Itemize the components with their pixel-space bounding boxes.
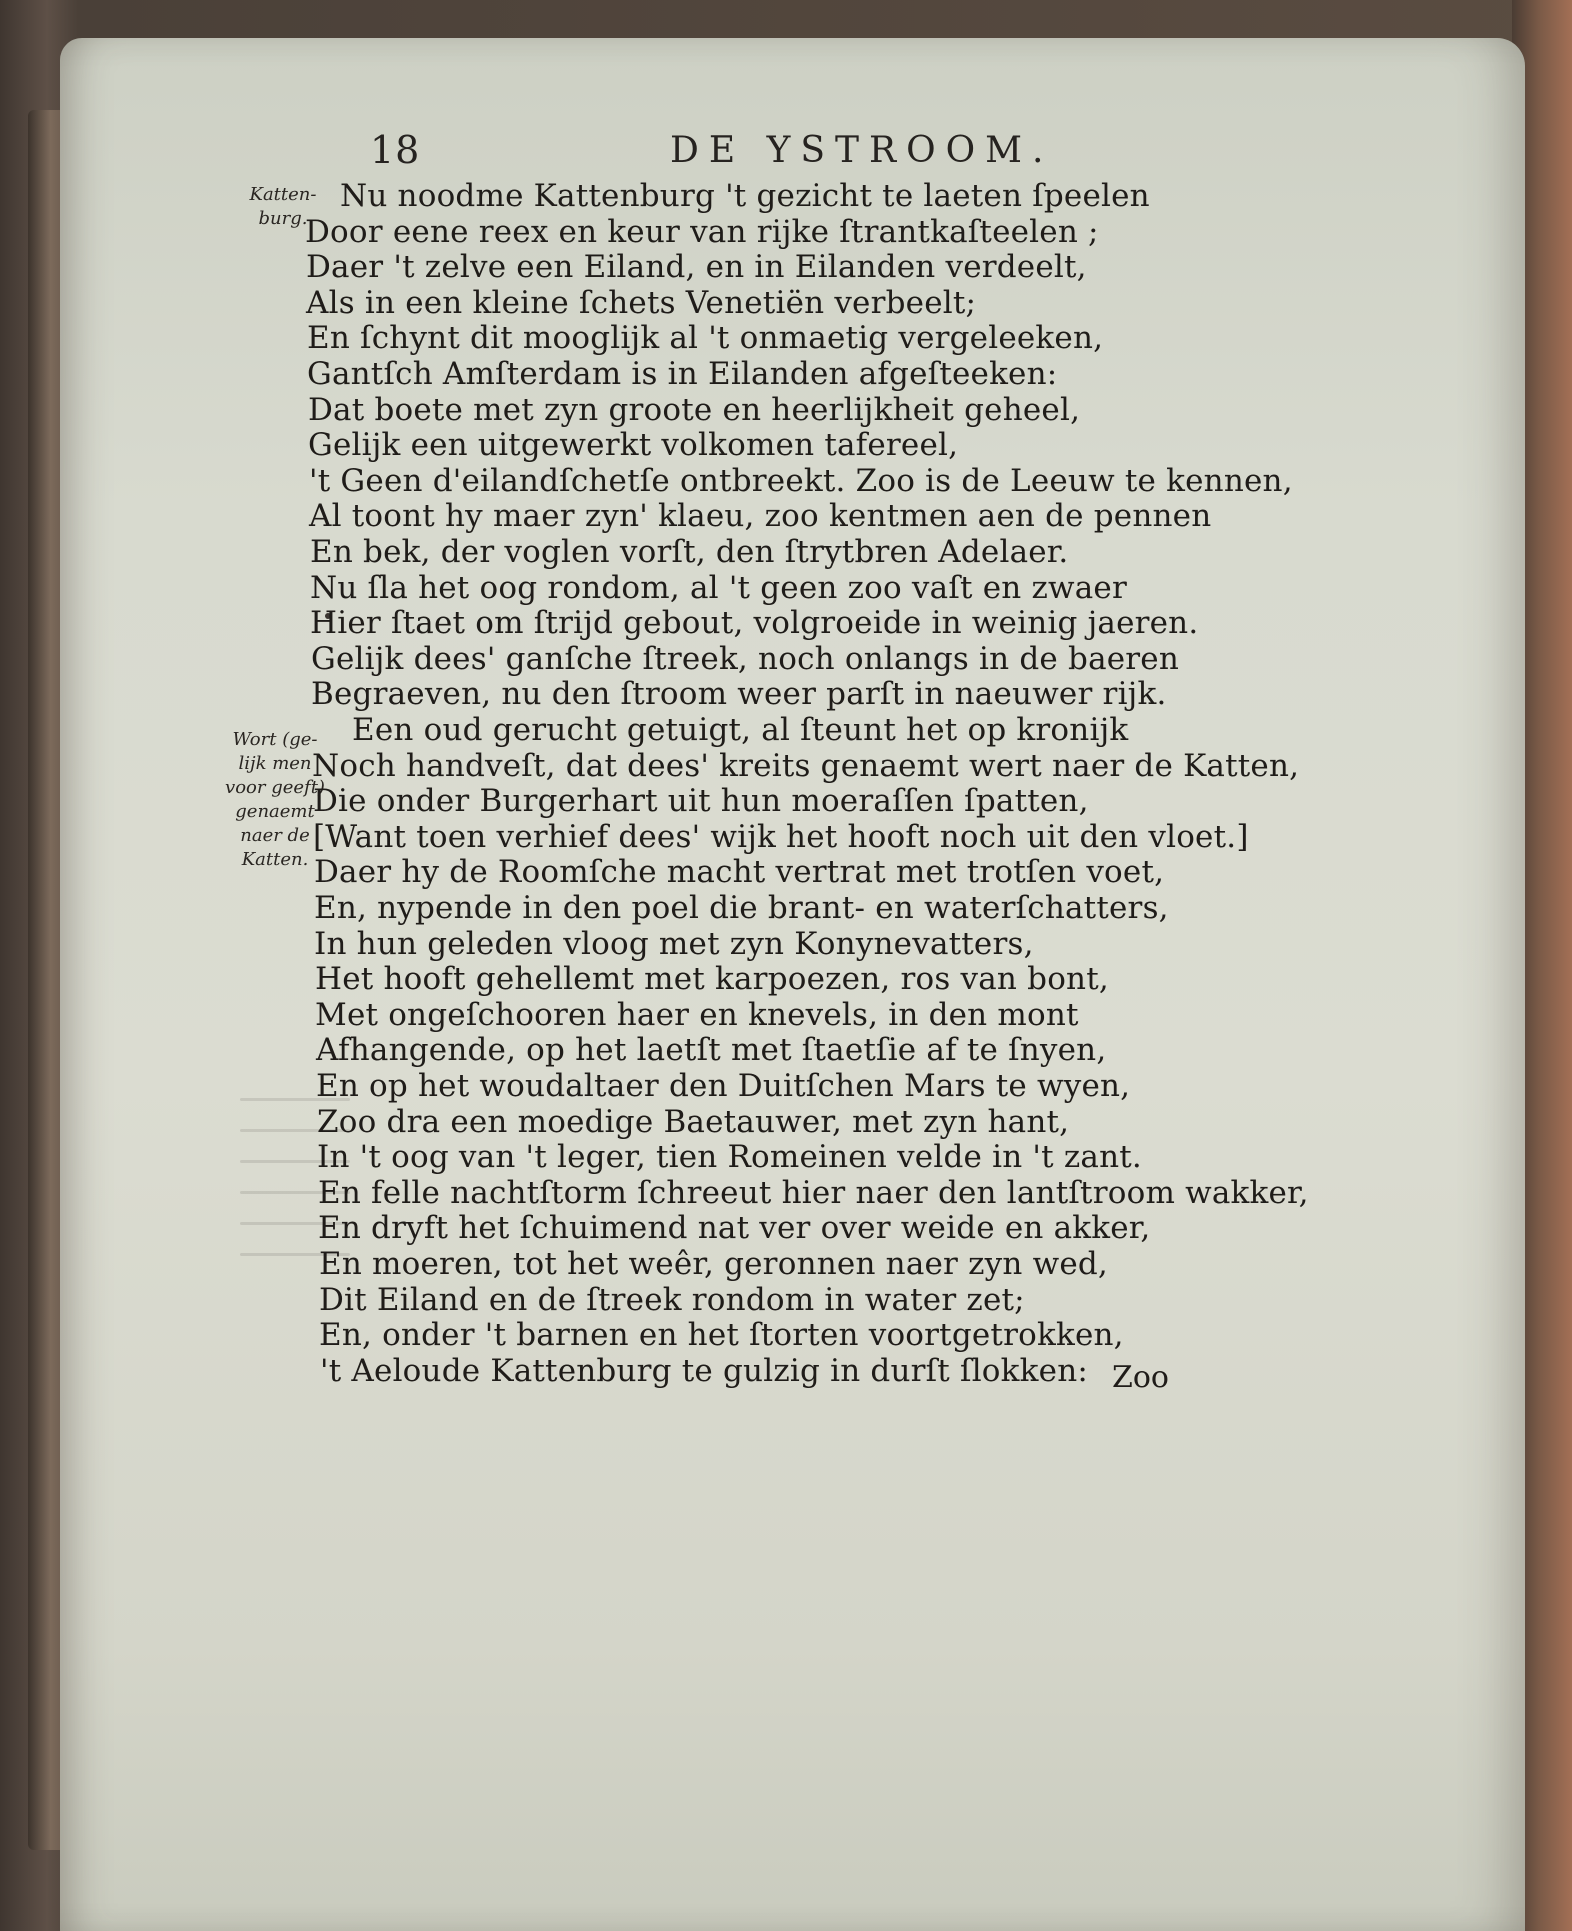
page-number: 18 (370, 128, 421, 172)
margin-note-line: voor geeft) (225, 777, 325, 798)
poem-line: Nu noodme Kattenburg 't gezicht te laeten ſpeelen (340, 178, 1150, 214)
catchword: Zoo (1112, 1360, 1169, 1395)
poem-line: Het hooft gehellemt met karpoezen, ros van bont, (315, 961, 1109, 997)
poem-line: Begraeven, nu den ſtroom weer parſt in naeuwer rijk. (311, 676, 1167, 712)
poem-line: Die onder Burgerhart uit hun moeraſſen ſpatten, (313, 783, 1089, 819)
poem-line: 't Aeloude Kattenburg te gulzig in durſt ſlokken: (320, 1353, 1088, 1389)
poem-line: Gelijk dees' ganſche ſtreek, noch onlangs in de baeren (311, 641, 1180, 677)
poem-line: Als in een kleine ſchets Venetiën verbeelt; (306, 285, 977, 321)
running-title: DE YSTROOM. (670, 130, 1054, 171)
poem-line: Door eene reex en keur van rijke ſtrantkaſteelen ; (305, 214, 1099, 250)
margin-note-line: Katten. (241, 849, 309, 870)
poem-line: Dat boete met zyn groote en heerlijkheit geheel, (308, 392, 1081, 428)
poem-line: En op het woudaltaer den Duitſchen Mars te wyen, (316, 1068, 1131, 1104)
poem-line: En bek, der voglen vorſt, den ſtrytbren Adelaer. (310, 534, 1069, 570)
poem-line: Gelijk een uitgewerkt volkomen tafereel, (308, 427, 959, 463)
poem-line: Met ongeſchooren haer en knevels, in den mont (315, 997, 1079, 1033)
margin-note-line: naer de (240, 825, 310, 846)
poem-line: In 't oog van 't leger, tien Romeinen velde in 't zant. (317, 1139, 1142, 1175)
book-page (60, 38, 1525, 1931)
poem-line: En, onder 't barnen en het ſtorten voortgetrokken, (319, 1317, 1124, 1353)
poem-line: Hier ſtaet om ſtrijd gebout, volgroeide in weinig jaeren. (310, 605, 1199, 641)
poem-line: Dit Eiland en de ſtreek rondom in water zet; (319, 1282, 1025, 1318)
poem-line: En moeren, tot het weêr, geronnen naer zyn wed, (319, 1246, 1108, 1282)
poem-line: 't Geen d'eilandſchetſe ontbreekt. Zoo is de Leeuw te kennen, (309, 463, 1293, 499)
poem-line: En felle nachtſtorm ſchreeut hier naer den lantſtroom wakker, (318, 1175, 1309, 1211)
margin-note-line: burg. (258, 208, 308, 229)
poem-line: Daer hy de Roomſche macht vertrat met trotſen voet, (314, 854, 1165, 890)
poem-line: Zoo dra een moedige Baetauwer, met zyn hant, (317, 1104, 1070, 1140)
poem-line: Gantſch Amſterdam is in Eilanden afgeſteeken: (307, 356, 1058, 392)
poem-line: En dryft het ſchuimend nat ver over weide en akker, (318, 1210, 1151, 1246)
poem-line: [Want toen verhief dees' wijk het hooft noch uit den vloet.] (313, 819, 1249, 855)
poem-line: Afhangende, op het laetſt met ſtaetſie af te ſnyen, (316, 1032, 1107, 1068)
poem-line: Noch handveſt, dat dees' kreits genaemt wert naer de Katten, (312, 748, 1300, 784)
margin-note-line: Wort (ge- (232, 729, 318, 750)
poem-line: En ſchynt dit mooglijk al 't onmaetig vergeleeken, (307, 320, 1104, 356)
margin-note-line: Katten- (249, 184, 317, 205)
poem-line: Nu ſla het oog rondom, al 't geen zoo vaſt en zwaer (310, 570, 1127, 606)
poem-line: In hun geleden vloog met zyn Konynevatters, (314, 926, 1034, 962)
margin-note-line: lijk men (238, 753, 312, 774)
poem-line: Daer 't zelve een Eiland, en in Eilanden verdeelt, (306, 249, 1087, 285)
poem-line: En, nypende in den poel die brant- en waterſchatters, (314, 890, 1169, 926)
margin-note-line: genaemt (235, 801, 315, 822)
poem-line: Een oud gerucht getuigt, al ſteunt het op kronijk (352, 712, 1129, 748)
poem-line: Al toont hy maer zyn' klaeu, zoo kentmen aen de pennen (309, 498, 1212, 534)
